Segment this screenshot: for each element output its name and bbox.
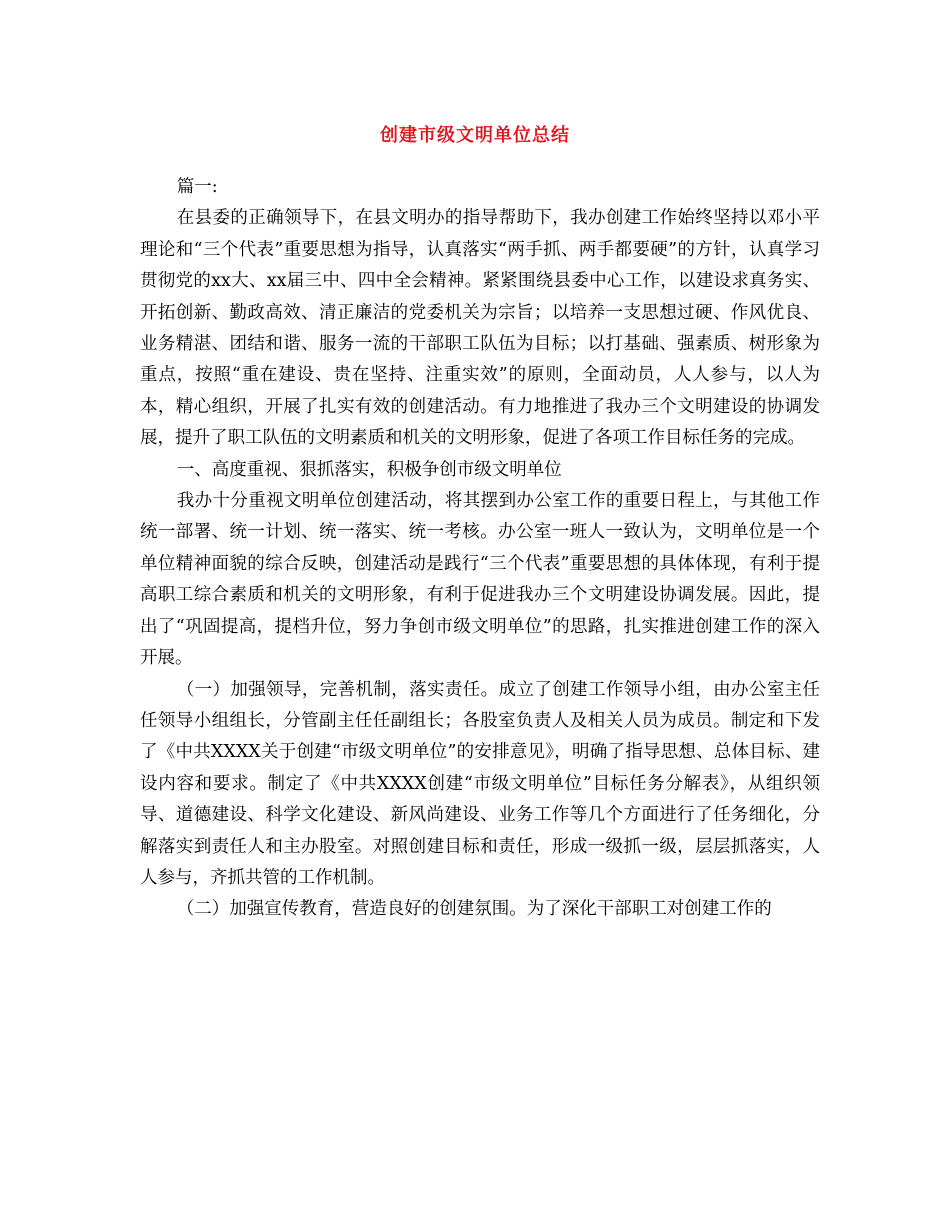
- document-body: [140, 164, 820, 926]
- section-heading: 一、高度重视、狠抓落实，积极争创市级文明单位: [176, 459, 562, 480]
- paragraph: （二）加强宣传教育，营造良好的创建氛围。为了深化干部职工对创建工作的: [176, 899, 772, 920]
- document-title: 创建市级文明单位总结: [380, 125, 570, 146]
- section-label: 篇一:: [176, 177, 218, 197]
- paragraph: （一）加强领导，完善机制，落实责任。成立了创建工作领导小组，由办公室主任任领导小组组长，分管副主任任副组长；各股室负责人及相关人员为成员。制定和下发了《中共XXXX关于创建“市级文明单位”的安排意见》，明确了指导思想、总体目标、建设内容和要求。制定了《中共XXXX创建“市级文明单位”目标任务分解表》，从组织领导、道德建设、科学文化建设、新风尚建设、业务工作等几个方面进行了任务细化，分解落实到责任人和主办股室。对照创建目标和责任，形成一级抓一级，层层抓落实，人人参与，齐抓共管的工作机制。: [140, 679, 820, 888]
- paragraph: 我办十分重视文明单位创建活动，将其摆到办公室工作的重要日程上，与其他工作统一部署、统一计划、统一落实、统一考核。办公室一班人一致认为，文明单位是一个单位精神面貌的综合反映，创建活动是践行“三个代表”重要思想的具体体现，有利于提高职工综合素质和机关的文明形象，有利于促进我办三个文明建设协调发展。因此，提出了“巩固提高，提档升位，努力争创市级文明单位”的思路，扎实推进创建工作的深入开展。: [140, 491, 820, 669]
- paragraph: 在县委的正确领导下，在县文明办的指导帮助下，我办创建工作始终坚持以邓小平理论和“三个代表”重要思想为指导，认真落实“两手抓、两手都要硬”的方针，认真学习贯彻党的xx大、xx届三中、四中全会精神。紧紧围绕县委中心工作，以建设求真务实、开拓创新、勤政高效、清正廉洁的党委机关为宗旨；以培养一支思想过硬、作风优良、业务精湛、团结和谐、服务一流的干部职工队伍为目标；以打基础、强素质、树形象为重点，按照“重在建设、贵在坚持、注重实效”的原则，全面动员，人人参与，以人为本，精心组织，开展了扎实有效的创建活动。有力地推进了我办三个文明建设的协调发展，提升了职工队伍的文明素质和机关的文明形象，促进了各项工作目标任务的完成。: [140, 208, 820, 449]
